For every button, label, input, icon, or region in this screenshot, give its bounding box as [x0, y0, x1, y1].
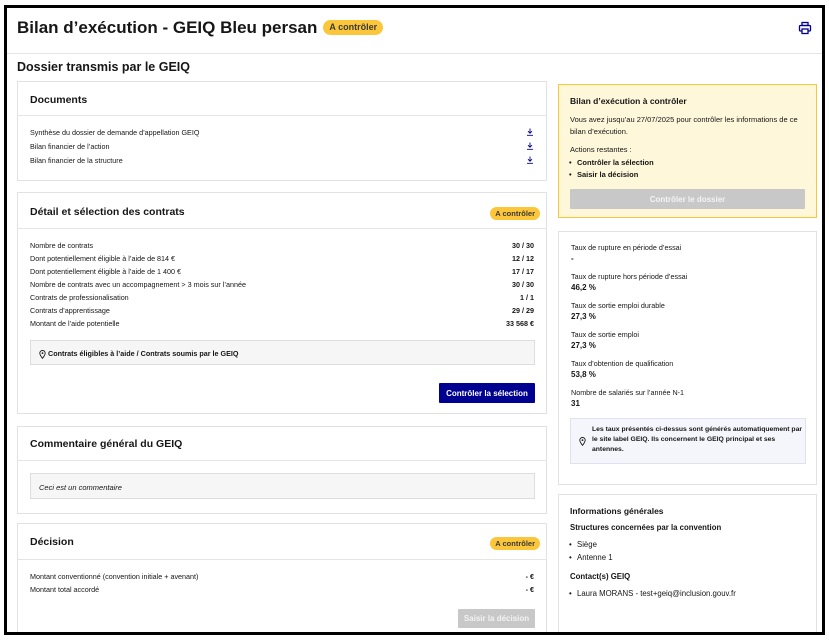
kpi-value: 31: [571, 399, 580, 408]
kpi-note-text: Les taux présentés ci-dessus sont générés automatiquement par le site label GEIQ. Ils concernent le GEIQ principal et ses antennes.: [592, 426, 803, 453]
document-row[interactable]: [30, 140, 534, 152]
kpi-label: Taux de sortie emploi durable: [571, 301, 665, 310]
kpi-note-box: [570, 418, 806, 464]
document-row[interactable]: [30, 154, 534, 166]
kpi-value: 27,3 %: [571, 312, 596, 321]
status-badge: A contrôler: [490, 207, 540, 220]
download-icon[interactable]: [526, 142, 534, 150]
divider: [18, 460, 546, 461]
structures-label: Structures concernées par la convention: [570, 523, 722, 532]
kpi-label: Taux de rupture hors période d’essai: [571, 272, 688, 281]
contacts-label: Contact(s) GEIQ: [570, 572, 631, 581]
comment-card: [17, 426, 547, 514]
contract-stat-row: Nombre de contrats avec un accompagnement > 3 mois sur l’année 30 / 30: [30, 279, 534, 289]
control-panel: [558, 84, 817, 218]
divider: [18, 228, 546, 229]
contract-stat-row: Nombre de contrats 30 / 30: [30, 240, 534, 250]
contract-stat-row: Contrats d’apprentissage 29 / 29: [30, 305, 534, 315]
kpi-label: Taux de rupture en période d’essai: [571, 243, 682, 252]
status-badge: A contrôler: [490, 537, 540, 550]
kpi-value: 27,3 %: [571, 341, 596, 350]
documents-title: Documents: [30, 94, 88, 106]
structure-item: • Siège: [577, 540, 597, 549]
kpi-label: Taux d’obtention de qualification: [571, 359, 674, 368]
contracts-title: Détail et sélection des contrats: [30, 206, 185, 218]
document-name: Bilan financier de la structure: [30, 155, 123, 165]
document-name: Synthèse du dossier de demande d’appellation GEIQ: [30, 127, 200, 137]
info-pin-icon: [579, 437, 586, 446]
contact-item: • Laura MORANS - test+geiq@inclusion.gouv.fr: [577, 589, 736, 598]
comment-text: Ceci est un commentaire: [39, 483, 122, 492]
contracts-card: [17, 192, 547, 414]
divider: [18, 559, 546, 560]
section-title: Dossier transmis par le GEIQ: [17, 60, 190, 74]
contract-stat-row: Dont potentiellement éligible à l’aide de 814 € 12 / 12: [30, 253, 534, 263]
contracts-info-text: Contrats éligibles à l’aide / Contrats soumis par le GEIQ: [48, 349, 239, 358]
decision-card: [17, 523, 547, 635]
download-icon[interactable]: [526, 156, 534, 164]
action-item: • Saisir la décision: [577, 170, 638, 179]
decision-title: Décision: [30, 536, 74, 548]
download-icon[interactable]: [526, 128, 534, 136]
decision-row: Montant conventionné (convention initiale + avenant) - €: [30, 571, 534, 581]
control-file-button[interactable]: Contrôler le dossier: [570, 189, 805, 209]
enter-decision-button[interactable]: Saisir la décision: [458, 609, 535, 628]
contract-stat-row: Dont potentiellement éligible à l’aide de 1 400 € 17 / 17: [30, 266, 534, 276]
kpi-value: -: [571, 254, 574, 263]
control-panel-text: Vous avez jusqu’au 27/07/2025 pour contrôler les informations de ce bilan d’exécution.: [570, 115, 798, 136]
status-badge: A contrôler: [323, 20, 383, 35]
info-pin-icon: [39, 350, 46, 359]
comment-title: Commentaire général du GEIQ: [30, 438, 183, 450]
kpi-value: 53,8 %: [571, 370, 596, 379]
action-item: • Contrôler la sélection: [577, 158, 654, 167]
print-icon[interactable]: [798, 21, 812, 35]
kpi-label: Taux de sortie emploi: [571, 330, 639, 339]
document-name: Bilan financier de l’action: [30, 141, 110, 151]
document-row[interactable]: [30, 126, 534, 138]
kpi-value: 46,2 %: [571, 283, 596, 292]
general-info-title: Informations générales: [570, 506, 664, 516]
structure-item: • Antenne 1: [577, 553, 613, 562]
divider: [18, 115, 546, 116]
contract-stat-row: Contrats de professionalisation 1 / 1: [30, 292, 534, 302]
kpi-card: [558, 231, 817, 485]
actions-label: Actions restantes :: [570, 145, 632, 154]
control-panel-title: Bilan d’exécution à contrôler: [570, 96, 687, 106]
page-title: Bilan d’exécution - GEIQ Bleu persan A contrôler: [17, 18, 383, 38]
kpi-label: Nombre de salariés sur l’année N-1: [571, 388, 685, 397]
comment-box: [30, 473, 535, 499]
decision-row: Montant total accordé - €: [30, 584, 534, 594]
page-header: [7, 8, 822, 54]
page-frame: [4, 5, 825, 635]
contract-stat-row: Montant de l’aide potentielle 33 568 €: [30, 318, 534, 328]
documents-card: [17, 81, 547, 181]
general-info-card: [558, 494, 817, 635]
contracts-info-box: [30, 340, 535, 365]
control-selection-button[interactable]: Contrôler la sélection: [439, 383, 535, 403]
